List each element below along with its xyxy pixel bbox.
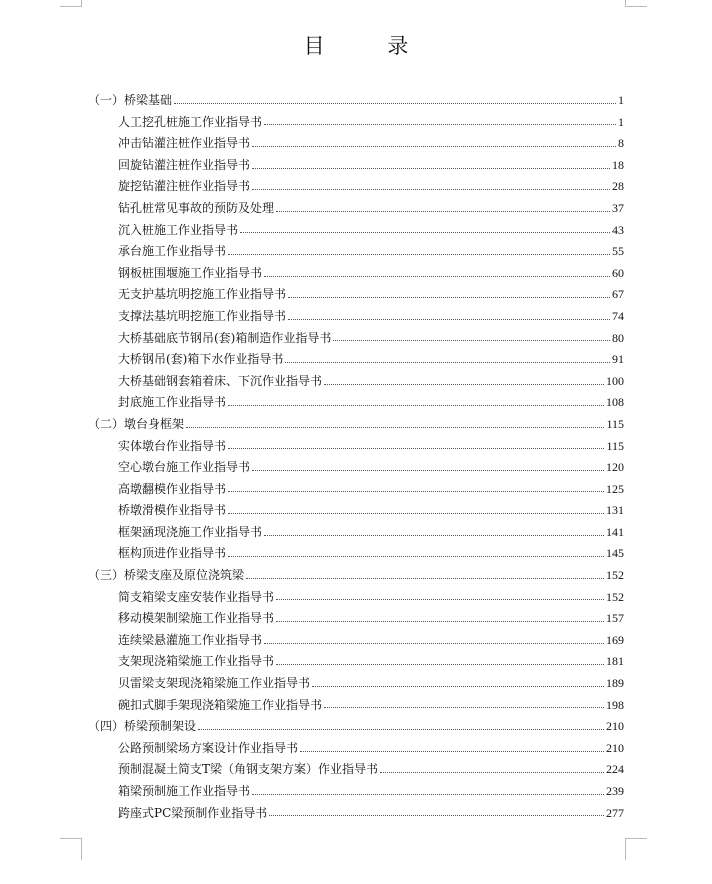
crop-mark-top-right-h [625, 6, 647, 7]
toc-entry-label: 承台施工作业指导书 [118, 244, 227, 259]
toc-entry-row[interactable] [88, 738, 624, 760]
toc-entry-label: 高墩翻模作业指导书 [118, 481, 227, 496]
toc-entry-row[interactable] [88, 695, 624, 717]
toc-page-number: 152 [606, 589, 624, 604]
toc-section-row[interactable] [88, 414, 624, 436]
toc-entry-row[interactable] [88, 133, 624, 155]
crop-mark-bottom-right-h [625, 838, 647, 839]
toc-entry-label: 跨座式PC梁预制作业指导书 [118, 805, 268, 820]
dot-leader [228, 253, 610, 255]
dot-leader [380, 771, 604, 773]
toc-page-number: 141 [606, 524, 624, 539]
toc-entry-row[interactable] [88, 522, 624, 544]
toc-page-number: 125 [606, 481, 624, 496]
toc-entry-row[interactable] [88, 630, 624, 652]
toc-entry-label: 桥梁基础 [124, 93, 173, 107]
dot-leader [300, 750, 604, 752]
toc-page-number: 277 [606, 805, 624, 820]
dot-leader [276, 663, 604, 665]
toc-page-number: 181 [606, 654, 624, 669]
toc-entry-row[interactable] [88, 587, 624, 609]
toc-entry-label: 空心墩台施工作业指导书 [118, 460, 251, 475]
toc-page-number: 239 [606, 784, 624, 798]
toc-page-number: 8 [618, 136, 624, 151]
toc-entry-row[interactable] [88, 608, 624, 630]
toc-entry-row[interactable] [88, 479, 624, 501]
toc-page-number: 43 [612, 222, 624, 237]
dot-leader [228, 404, 604, 406]
dot-leader [324, 383, 604, 385]
toc-entry-row[interactable] [88, 328, 624, 350]
dot-leader [312, 685, 604, 687]
toc-entry-row[interactable] [88, 263, 624, 285]
toc-entry-label: 简支箱梁支座安装作业指导书 [118, 589, 275, 604]
toc-entry-label: 碗扣式脚手架现浇箱梁施工作业指导书 [118, 697, 323, 712]
toc-entry-label: 旋挖钻灌注桩作业指导书 [118, 179, 251, 194]
dot-leader [264, 123, 616, 125]
toc-entry-label: 支撑法基坑明挖施工作业指导书 [118, 308, 287, 323]
toc-entry-row[interactable] [88, 651, 624, 673]
toc-entry-row[interactable] [88, 198, 624, 220]
dot-leader [228, 490, 604, 492]
toc-entry-row[interactable] [88, 349, 624, 371]
toc-entry-label: 支架现浇箱梁施工作业指导书 [118, 654, 275, 669]
toc-entry-label: 桥梁支座及原位浇筑梁 [124, 568, 245, 583]
toc-section-row[interactable] [88, 90, 624, 112]
page-title: 目 录 [303, 34, 437, 58]
toc-entry-row[interactable] [88, 371, 624, 393]
dot-leader [252, 167, 610, 169]
dot-leader [228, 512, 604, 514]
toc-section-number: （二） [88, 416, 125, 431]
toc-entry-label: 大桥钢吊(套)箱下水作业指导书 [118, 352, 284, 367]
toc-page-number: 131 [606, 503, 624, 518]
dot-leader [324, 706, 604, 708]
toc-entry-row[interactable] [88, 112, 624, 134]
toc-entry-row[interactable] [88, 543, 624, 565]
dot-leader [288, 296, 610, 298]
toc-entry-label: 移动模架制梁施工作业指导书 [118, 611, 275, 626]
toc-page-number: 74 [612, 308, 624, 323]
toc-entry-label: 回旋钻灌注桩作业指导书 [118, 157, 251, 172]
toc-entry-row[interactable] [88, 436, 624, 458]
toc-page-number: 37 [612, 200, 624, 215]
toc-page-number: 210 [606, 719, 624, 734]
toc-page-number: 1 [618, 114, 624, 129]
crop-mark-bottom-left-v [81, 838, 82, 860]
toc-entry-row[interactable] [88, 306, 624, 328]
toc-entry-label: 预制混凝土简支T梁（角钢支架方案）作业指导书 [118, 762, 379, 777]
toc-entry-label: 贝雷梁支架现浇箱梁施工作业指导书 [118, 676, 311, 691]
dot-leader [240, 231, 610, 233]
toc-page-number: 169 [606, 632, 624, 647]
dot-leader [288, 318, 610, 320]
toc-page-number: 60 [612, 265, 624, 280]
toc-section-number: （三） [88, 568, 125, 583]
dot-leader [285, 361, 610, 363]
toc-entry-label: 无支护基坑明挖施工作业指导书 [118, 287, 287, 302]
dot-leader [246, 577, 604, 579]
toc-entry-row[interactable] [88, 500, 624, 522]
dot-leader [252, 469, 604, 471]
dot-leader [276, 620, 604, 622]
toc-page-number: 115 [606, 438, 624, 453]
toc-page-number: 100 [606, 373, 624, 388]
toc-entry-label: 人工挖孔桩施工作业指导书 [118, 114, 263, 129]
toc-entry-row[interactable] [88, 284, 624, 306]
toc-entry-label: 公路预制梁场方案设计作业指导书 [118, 740, 299, 755]
toc-entry-row[interactable] [88, 759, 624, 781]
crop-mark-bottom-right-v [625, 838, 626, 860]
toc-entry-row[interactable] [88, 155, 624, 177]
toc-entry-label: 冲击钻灌注桩作业指导书 [118, 136, 251, 151]
toc-page-number: 198 [606, 697, 624, 712]
toc-entry-row[interactable] [88, 392, 624, 414]
toc-entry-label: 连续梁悬灌施工作业指导书 [118, 632, 263, 647]
toc-entry-label: 桥墩滑模作业指导书 [118, 503, 227, 518]
toc-entry-row[interactable] [88, 781, 624, 803]
dot-leader [186, 426, 604, 428]
toc-page-number: 152 [606, 568, 624, 583]
toc-page-number: 18 [612, 157, 624, 172]
dot-leader [198, 728, 604, 730]
toc-entry-label: 桥梁预制架设 [124, 719, 197, 734]
toc-page-number: 189 [606, 676, 624, 691]
table-of-contents [88, 90, 624, 824]
dot-leader [264, 642, 604, 644]
crop-mark-top-left-h [60, 6, 82, 7]
dot-leader [264, 275, 610, 277]
toc-entry-label: 墩台身框架 [124, 416, 185, 431]
toc-section-row[interactable] [88, 716, 624, 738]
dot-leader [276, 598, 604, 600]
toc-page-number: 67 [612, 287, 624, 302]
toc-entry-row[interactable] [88, 241, 624, 263]
dot-leader [333, 339, 610, 341]
toc-section-row[interactable] [88, 565, 624, 587]
toc-entry-row[interactable] [88, 457, 624, 479]
toc-entry-label: 封底施工作业指导书 [118, 395, 227, 410]
toc-entry-label: 钢板桩围堰施工作业指导书 [118, 265, 263, 280]
toc-page-number: 157 [606, 611, 624, 626]
toc-section-number: （四） [88, 719, 125, 734]
toc-page-number: 145 [606, 546, 624, 561]
toc-page-number: 80 [612, 330, 624, 345]
dot-leader [276, 210, 610, 212]
toc-entry-row[interactable] [88, 673, 624, 695]
toc-entry-label: 框架涵现浇施工作业指导书 [118, 524, 263, 539]
toc-page-number: 55 [612, 244, 624, 259]
toc-entry-row[interactable] [88, 803, 624, 825]
dot-leader [174, 102, 616, 104]
dot-leader [264, 534, 604, 536]
toc-page-number: 1 [618, 93, 624, 107]
toc-page-number: 120 [606, 460, 624, 475]
toc-page-number: 224 [606, 762, 624, 777]
toc-entry-label: 箱梁预制施工作业指导书 [118, 784, 251, 798]
dot-leader [252, 145, 616, 147]
toc-page-number: 115 [606, 416, 624, 431]
dot-leader [252, 793, 604, 795]
toc-entry-label: 大桥基础底节钢吊(套)箱制造作业指导书 [118, 330, 332, 345]
dot-leader [269, 814, 604, 816]
toc-entry-label: 框构顶进作业指导书 [118, 546, 227, 561]
toc-entry-label: 沉入桩施工作业指导书 [118, 222, 239, 237]
toc-entry-row[interactable] [88, 220, 624, 242]
toc-entry-row[interactable] [88, 176, 624, 198]
dot-leader [228, 447, 604, 449]
dot-leader [228, 555, 604, 557]
toc-page-number: 28 [612, 179, 624, 194]
toc-page-number: 91 [612, 352, 624, 367]
toc-entry-label: 钻孔桩常见事故的预防及处理 [118, 200, 275, 215]
dot-leader [252, 188, 610, 190]
toc-entry-label: 大桥基础钢套箱着床、下沉作业指导书 [118, 373, 323, 388]
toc-section-number: （一） [88, 93, 125, 107]
toc-page-number: 210 [606, 740, 624, 755]
toc-entry-label: 实体墩台作业指导书 [118, 438, 227, 453]
toc-page-number: 108 [606, 395, 624, 410]
crop-mark-bottom-left-h [60, 838, 82, 839]
